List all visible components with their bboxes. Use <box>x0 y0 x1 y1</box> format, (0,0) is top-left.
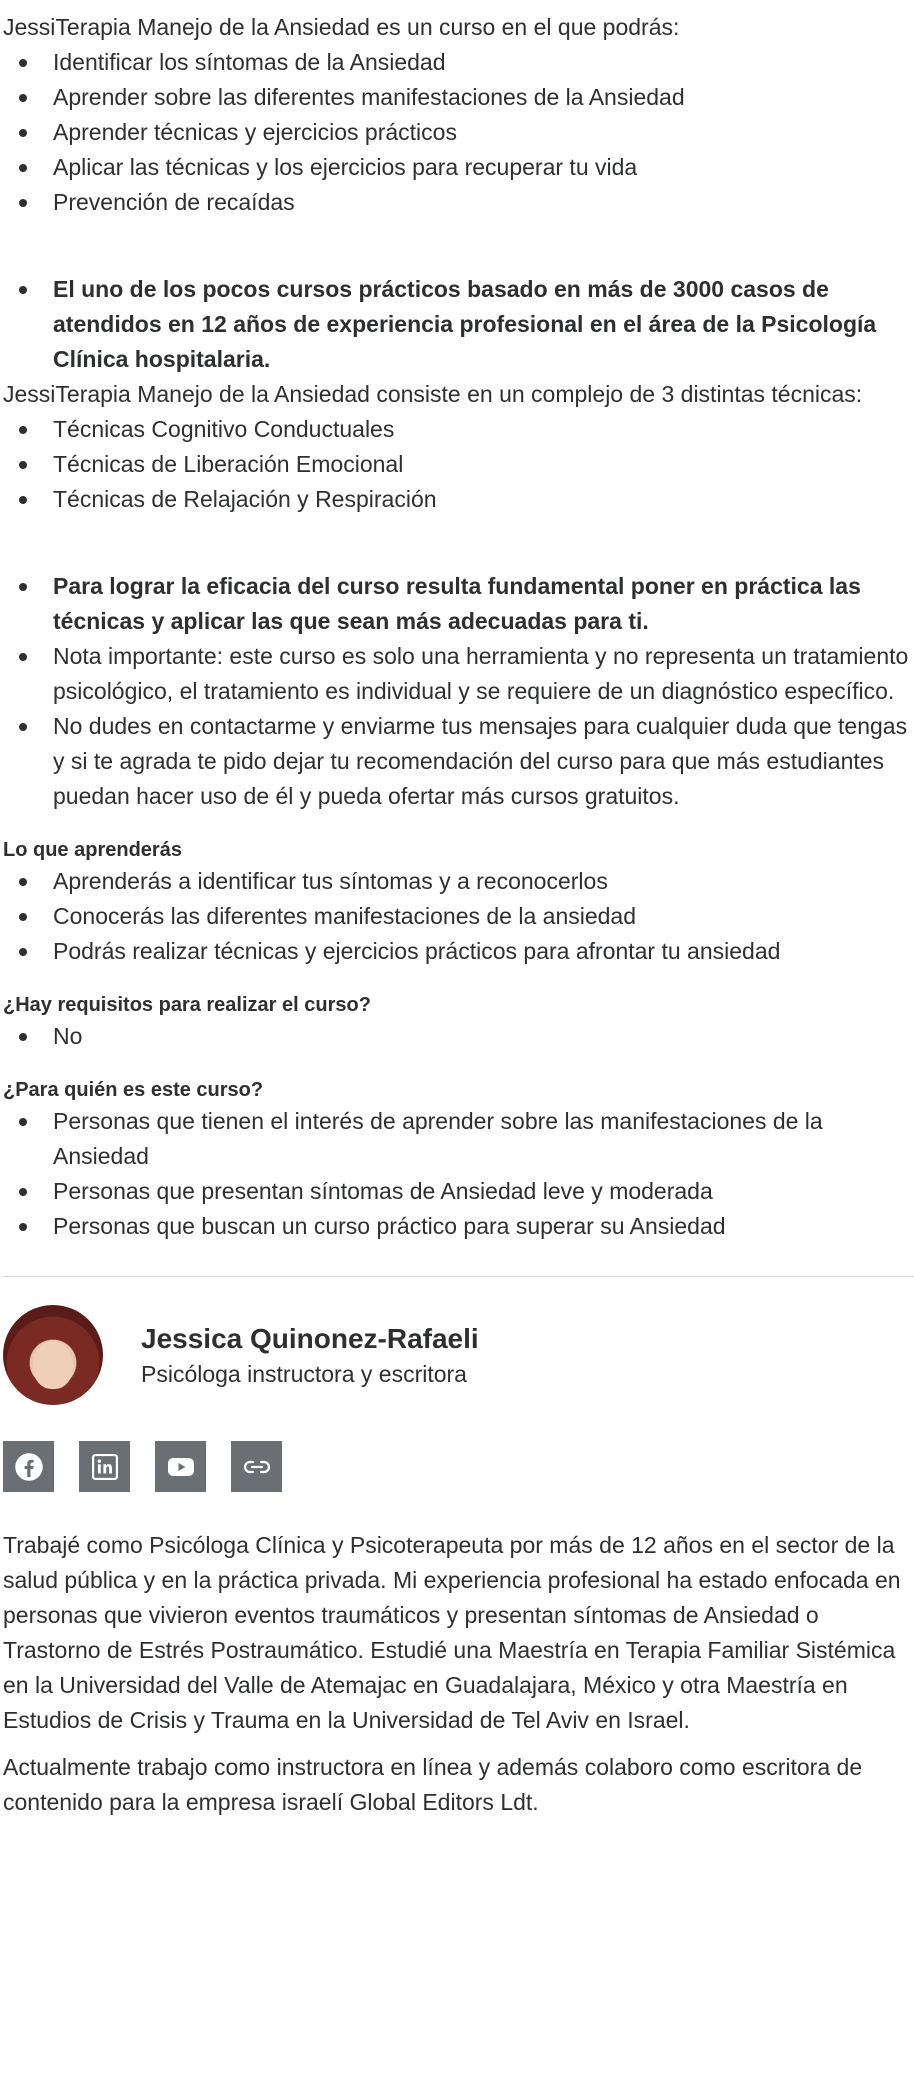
list-item: Identificar los síntomas de la Ansiedad <box>3 45 914 80</box>
instructor-title: Psicóloga instructora y escritora <box>141 1361 467 1387</box>
link-icon <box>243 1459 271 1475</box>
social-links <box>3 1441 914 1492</box>
list-item: Técnicas de Relajación y Respiración <box>3 482 914 517</box>
instructor-bio <box>3 1528 914 1820</box>
website-link-button[interactable] <box>231 1441 282 1492</box>
note-item: No dudes en contactarme y enviarme tus mensajes para cualquier duda que tengas y si te agrada te pido dejar tu recomendación del curso para que más estudiantes puedan hacer uso de él y pueda ofertar más cursos gratuitos. <box>3 709 914 814</box>
facebook-button[interactable] <box>3 1441 54 1492</box>
instructor-header <box>3 1305 914 1405</box>
highlight-item: Para lograr la eficacia del curso resulta fundamental poner en práctica las técnicas y aplicar las que sean más adecuadas para ti. <box>3 569 914 639</box>
instructor-info <box>141 1320 479 1390</box>
highlight-item: El uno de los pocos cursos prácticos basado en más de 3000 casos de atendidos en 12 años de experiencia profesional en el área de la Psicología Clínica hospitalaria. <box>3 272 914 377</box>
list-item: Podrás realizar técnicas y ejercicios prácticos para afrontar tu ansiedad <box>3 934 914 969</box>
learn-list <box>3 864 914 969</box>
list-item: Personas que tienen el interés de aprender sobre las manifestaciones de la Ansiedad <box>3 1104 914 1174</box>
list-item: Técnicas de Liberación Emocional <box>3 447 914 482</box>
avatar[interactable] <box>3 1305 103 1405</box>
learn-heading: Lo que aprenderás <box>3 839 182 861</box>
list-item: Aprenderás a identificar tus síntomas y a reconocerlos <box>3 864 914 899</box>
intro-text: JessiTerapia Manejo de la Ansiedad es un curso en el que podrás: <box>3 14 680 40</box>
intro-list <box>3 45 914 220</box>
audience-list <box>3 1104 914 1244</box>
youtube-icon <box>167 1456 195 1478</box>
divider <box>3 1276 914 1277</box>
linkedin-button[interactable] <box>79 1441 130 1492</box>
list-item: Aplicar las técnicas y los ejercicios para recuperar tu vida <box>3 150 914 185</box>
course-description <box>0 10 914 2098</box>
list-item: Prevención de recaídas <box>3 185 914 220</box>
complex-text: JessiTerapia Manejo de la Ansiedad consiste en un complejo de 3 distintas técnicas: <box>3 381 863 407</box>
highlight-list-1 <box>3 272 914 377</box>
list-item: Técnicas Cognitivo Conductuales <box>3 412 914 447</box>
list-item: Conocerás las diferentes manifestaciones de la ansiedad <box>3 899 914 934</box>
youtube-button[interactable] <box>155 1441 206 1492</box>
techniques-list <box>3 412 914 517</box>
note-item: Nota importante: este curso es solo una herramienta y no representa un tratamiento psicológico, el tratamiento es individual y se requiere de un diagnóstico específico. <box>3 639 914 709</box>
requirements-heading: ¿Hay requisitos para realizar el curso? <box>3 994 371 1016</box>
bio-paragraph: Actualmente trabajo como instructora en línea y además colaboro como escritora de contenido para la empresa israelí Global Editors Ldt. <box>3 1754 863 1815</box>
requirements-list <box>3 1019 914 1054</box>
list-item: No <box>3 1019 914 1054</box>
instructor-name[interactable]: Jessica Quinonez-Rafaeli <box>141 1323 479 1354</box>
list-item: Aprender técnicas y ejercicios prácticos <box>3 115 914 150</box>
list-item: Personas que buscan un curso práctico para superar su Ansiedad <box>3 1209 914 1244</box>
bio-paragraph: Trabajé como Psicóloga Clínica y Psicoterapeuta por más de 12 años en el sector de la salud pública y en la práctica privada. Mi experiencia profesional ha estado enfocada en personas que vivieron eventos traumáticos y presentan síntomas de Ansiedad o Trastorno de Estrés Postraumático. Estudié una Maestría en Terapia Familiar Sistémica en la Universidad del Valle de Atemajac en Guadalajara, México y otra Maestría en Estudios de Crisis y Trauma en la Universidad de Tel Aviv en Israel. <box>3 1532 901 1733</box>
linkedin-icon <box>92 1454 118 1480</box>
facebook-icon <box>14 1452 44 1482</box>
list-item: Personas que presentan síntomas de Ansiedad leve y moderada <box>3 1174 914 1209</box>
list-item: Aprender sobre las diferentes manifestaciones de la Ansiedad <box>3 80 914 115</box>
audience-heading: ¿Para quién es este curso? <box>3 1079 264 1101</box>
highlight-list-2 <box>3 569 914 814</box>
